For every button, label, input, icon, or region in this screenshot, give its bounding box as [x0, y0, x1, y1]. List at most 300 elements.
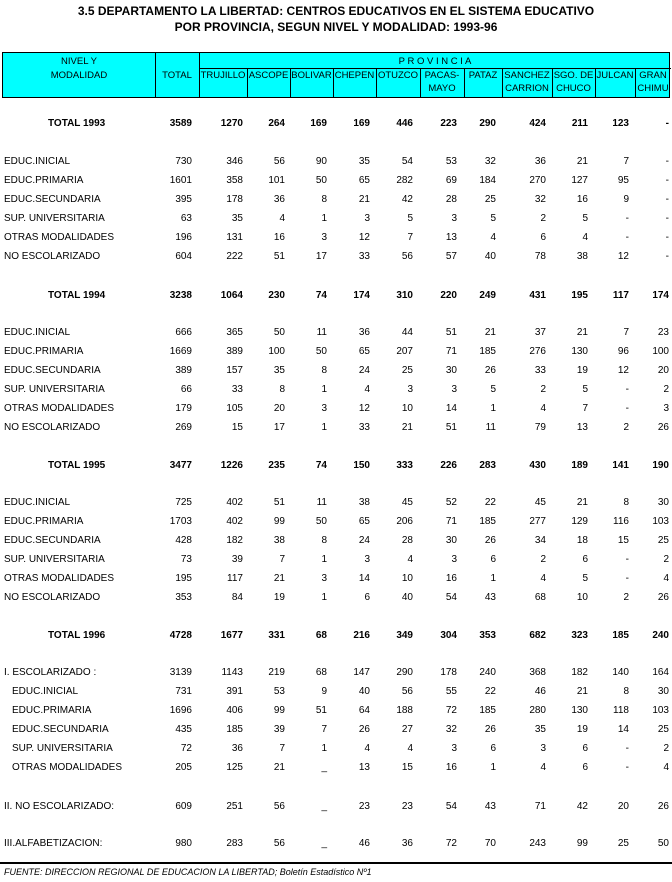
row-label: EDUC.PRIMARIA — [4, 346, 84, 357]
table-cell: 5 — [407, 213, 413, 224]
table-cell: 38 — [576, 251, 588, 262]
table-cell: 70 — [484, 838, 496, 849]
table-cell: 32 — [534, 194, 546, 205]
table-cell: 3 — [407, 384, 413, 395]
table-cell: 42 — [576, 801, 588, 812]
table-cell: 45 — [401, 497, 413, 508]
table-cell: 78 — [534, 251, 546, 262]
table-cell: 8 — [623, 497, 629, 508]
table-cell: 6 — [490, 743, 496, 754]
table-cell: 304 — [440, 630, 457, 641]
table-cell: 74 — [315, 460, 327, 471]
table-cell: 105 — [226, 403, 243, 414]
table-cell: 3 — [451, 554, 457, 565]
table-row — [0, 494, 672, 512]
table-cell: 164 — [652, 667, 669, 678]
table-cell: 23 — [401, 801, 413, 812]
table-cell: 50 — [315, 516, 327, 527]
table-cell: - — [665, 213, 669, 224]
table-cell: 16 — [445, 573, 457, 584]
table-cell: 51 — [315, 705, 327, 716]
table-cell: 43 — [484, 592, 496, 603]
table-row — [0, 721, 672, 739]
table-cell: 21 — [401, 422, 413, 433]
table-cell: 1 — [321, 592, 327, 603]
table-cell: 3 — [451, 743, 457, 754]
table-cell: 54 — [445, 801, 457, 812]
table-cell: 1 — [490, 762, 496, 773]
table-cell: 72 — [445, 838, 457, 849]
header-divider — [199, 68, 671, 69]
table-cell: 12 — [358, 232, 370, 243]
table-cell: 3 — [364, 554, 370, 565]
header-province-name: TRUJILLO — [200, 70, 246, 81]
table-cell: 349 — [396, 630, 413, 641]
table-cell: 391 — [226, 686, 243, 697]
table-cell: 56 — [401, 686, 413, 697]
table-cell: 3 — [663, 403, 669, 414]
table-cell: _ — [321, 762, 327, 773]
table-cell: 68 — [315, 667, 327, 678]
table-cell: 36 — [358, 327, 370, 338]
table-cell: 4 — [540, 573, 546, 584]
total-row — [0, 115, 672, 133]
table-cell: 243 — [529, 838, 546, 849]
header-province-name: ASCOPE — [248, 70, 289, 81]
table-cell: 141 — [612, 460, 629, 471]
table-cell: 3139 — [169, 667, 192, 678]
table-cell: 609 — [175, 801, 192, 812]
header-province-name-line2: CHIMU — [637, 83, 669, 94]
table-cell: 235 — [268, 460, 285, 471]
table-row — [0, 702, 672, 720]
table-cell: 54 — [445, 592, 457, 603]
table-cell: 195 — [175, 573, 192, 584]
table-cell: 99 — [576, 838, 588, 849]
table-cell: 129 — [571, 516, 588, 527]
table-cell: 185 — [479, 346, 496, 357]
table-row — [0, 798, 672, 816]
total-row — [0, 457, 672, 475]
table-cell: 185 — [479, 516, 496, 527]
header-column-divider — [635, 69, 636, 97]
table-cell: 7 — [279, 554, 285, 565]
table-cell: 3589 — [169, 118, 192, 129]
header-total: TOTAL — [162, 70, 192, 81]
table-cell: 5 — [490, 384, 496, 395]
table-cell: 4728 — [169, 630, 192, 641]
table-cell: 24 — [358, 535, 370, 546]
table-cell: 604 — [175, 251, 192, 262]
header-column-divider — [199, 53, 200, 97]
table-cell: 34 — [534, 535, 546, 546]
table-cell: 11 — [316, 497, 327, 508]
row-label: SUP. UNIVERSITARIA — [12, 743, 113, 754]
table-cell: 26 — [484, 724, 496, 735]
table-cell: 4 — [582, 232, 588, 243]
table-cell: 283 — [226, 838, 243, 849]
table-row — [0, 400, 672, 418]
table-cell: 353 — [175, 592, 192, 603]
table-cell: 56 — [273, 838, 285, 849]
table-cell: 8 — [321, 365, 327, 376]
table-cell: 205 — [175, 762, 192, 773]
table-cell: 6 — [582, 554, 588, 565]
table-cell: 389 — [175, 365, 192, 376]
table-cell: 40 — [401, 592, 413, 603]
table-cell: 1696 — [169, 705, 192, 716]
table-cell: 5 — [582, 384, 588, 395]
table-cell: 51 — [445, 422, 457, 433]
table-cell: 188 — [396, 705, 413, 716]
table-cell: 169 — [310, 118, 327, 129]
table-cell: 6 — [540, 232, 546, 243]
table-cell: 5 — [582, 573, 588, 584]
table-cell: 16 — [576, 194, 588, 205]
table-cell: 51 — [273, 251, 285, 262]
table-cell: 12 — [617, 251, 629, 262]
table-cell: 73 — [180, 554, 192, 565]
table-cell: 6 — [364, 592, 370, 603]
row-label: EDUC.SECUNDARIA — [4, 535, 101, 546]
table-cell: 435 — [175, 724, 192, 735]
table-cell: 12 — [617, 365, 629, 376]
header-province-name: CHEPEN — [334, 70, 375, 81]
table-cell: 179 — [175, 403, 192, 414]
table-cell: 730 — [175, 156, 192, 167]
table-row — [0, 210, 672, 228]
table-cell: 10 — [401, 403, 413, 414]
table-cell: 174 — [353, 290, 370, 301]
table-cell: 68 — [534, 592, 546, 603]
header-column-divider — [247, 69, 248, 97]
header-column-divider — [420, 69, 421, 97]
total-row — [0, 287, 672, 305]
table-cell: 2 — [623, 592, 629, 603]
header-province-name: PATAZ — [468, 70, 498, 81]
table-cell: - — [625, 554, 629, 565]
table-cell: 99 — [273, 516, 285, 527]
table-row — [0, 229, 672, 247]
table-cell: 270 — [529, 175, 546, 186]
table-cell: 18 — [576, 535, 588, 546]
table-cell: 11 — [316, 327, 327, 338]
table-cell: 230 — [268, 290, 285, 301]
table-cell: 65 — [358, 175, 370, 186]
table-cell: 182 — [226, 535, 243, 546]
row-label: EDUC.INICIAL — [4, 156, 71, 167]
header-column-divider — [502, 69, 503, 97]
header-column-divider — [290, 69, 291, 97]
table-cell: 16 — [273, 232, 285, 243]
table-cell: 206 — [396, 516, 413, 527]
table-cell: 190 — [652, 460, 669, 471]
table-cell: 23 — [657, 327, 669, 338]
row-label: EDUC.SECUNDARIA — [12, 724, 109, 735]
table-cell: 38 — [358, 497, 370, 508]
table-cell: 100 — [268, 346, 285, 357]
table-title-line2: POR PROVINCIA, SEGUN NIVEL Y MODALIDAD: 1993-96 — [174, 20, 498, 34]
table-cell: 33 — [534, 365, 546, 376]
table-cell: 13 — [445, 232, 457, 243]
table-row — [0, 324, 672, 342]
table-cell: 402 — [226, 516, 243, 527]
table-cell: 13 — [358, 762, 370, 773]
table-cell: 2 — [540, 554, 546, 565]
table-cell: 283 — [479, 460, 496, 471]
table-cell: 431 — [529, 290, 546, 301]
table-cell: 4 — [540, 762, 546, 773]
table-cell: 15 — [401, 762, 413, 773]
table-cell: 50 — [273, 327, 285, 338]
table-cell: 290 — [479, 118, 496, 129]
row-label: SUP. UNIVERSITARIA — [4, 554, 105, 565]
table-cell: 7 — [321, 724, 327, 735]
table-cell: 36 — [534, 156, 546, 167]
table-cell: _ — [321, 838, 327, 849]
table-cell: - — [665, 156, 669, 167]
table-cell: 424 — [529, 118, 546, 129]
table-cell: 220 — [440, 290, 457, 301]
table-cell: 7 — [279, 743, 285, 754]
table-cell: - — [665, 175, 669, 186]
table-cell: 21 — [576, 686, 588, 697]
row-label: EDUC.PRIMARIA — [12, 705, 92, 716]
table-cell: 117 — [612, 290, 629, 301]
table-cell: 222 — [226, 251, 243, 262]
table-cell: 980 — [175, 838, 192, 849]
row-label: EDUC.PRIMARIA — [4, 175, 84, 186]
table-cell: 23 — [358, 801, 370, 812]
table-cell: 346 — [226, 156, 243, 167]
row-label: OTRAS MODALIDADES — [4, 232, 115, 243]
header-province-name-line2: MAYO — [428, 83, 456, 94]
table-cell: 131 — [226, 232, 243, 243]
table-cell: 21 — [576, 156, 588, 167]
table-cell: - — [625, 743, 629, 754]
table-cell: 185 — [612, 630, 629, 641]
table-cell: 9 — [623, 194, 629, 205]
table-cell: 2 — [540, 213, 546, 224]
table-cell: 406 — [226, 705, 243, 716]
table-cell: 182 — [571, 667, 588, 678]
table-cell: 30 — [657, 686, 669, 697]
table-cell: 13 — [576, 422, 588, 433]
table-cell: 21 — [576, 327, 588, 338]
table-cell: 140 — [612, 667, 629, 678]
table-cell: 25 — [617, 838, 629, 849]
row-label: SUP. UNIVERSITARIA — [4, 384, 105, 395]
header-column-divider — [552, 69, 553, 97]
table-cell: 21 — [576, 497, 588, 508]
table-row — [0, 513, 672, 531]
table-cell: 6 — [582, 743, 588, 754]
table-cell: 240 — [479, 667, 496, 678]
table-bottom-rule — [0, 862, 672, 864]
table-cell: 51 — [445, 327, 457, 338]
table-cell: 103 — [652, 705, 669, 716]
header-province-name: SGO. DE — [553, 70, 594, 81]
table-cell: 185 — [226, 724, 243, 735]
table-cell: 1 — [321, 422, 327, 433]
table-cell: 101 — [268, 175, 285, 186]
header-province-name: SANCHEZ — [504, 70, 550, 81]
table-cell: 2 — [663, 743, 669, 754]
table-cell: 8 — [321, 535, 327, 546]
table-cell: 1669 — [169, 346, 192, 357]
table-row — [0, 570, 672, 588]
table-cell: 395 — [175, 194, 192, 205]
table-cell: 3 — [451, 384, 457, 395]
header-province-name: GRAN — [639, 70, 667, 81]
table-cell: 4 — [407, 743, 413, 754]
table-cell: 90 — [315, 156, 327, 167]
table-cell: 35 — [231, 213, 243, 224]
row-label: III.ALFABETIZACION: — [4, 838, 103, 849]
table-cell: 56 — [401, 251, 413, 262]
table-cell: 68 — [315, 630, 327, 641]
table-cell: 30 — [445, 535, 457, 546]
table-cell: 1 — [490, 573, 496, 584]
table-cell: 12 — [358, 403, 370, 414]
row-label: II. NO ESCOLARIZADO: — [4, 801, 115, 812]
table-cell: 71 — [445, 516, 457, 527]
table-cell: 22 — [484, 686, 496, 697]
table-cell: 10 — [401, 573, 413, 584]
table-row — [0, 153, 672, 171]
table-cell: 50 — [315, 346, 327, 357]
table-cell: 150 — [353, 460, 370, 471]
table-cell: 3238 — [169, 290, 192, 301]
table-cell: 26 — [657, 422, 669, 433]
header-column-divider — [155, 53, 156, 97]
row-label: NO ESCOLARIZADO — [4, 422, 101, 433]
table-cell: 8 — [321, 194, 327, 205]
header-province-name-line2: CARRION — [505, 83, 549, 94]
table-cell: 26 — [484, 365, 496, 376]
table-row — [0, 835, 672, 853]
table-cell: 17 — [273, 422, 285, 433]
table-cell: 35 — [358, 156, 370, 167]
table-cell: 1226 — [220, 460, 243, 471]
table-row — [0, 589, 672, 607]
row-label: EDUC.INICIAL — [12, 686, 79, 697]
table-cell: 8 — [279, 384, 285, 395]
table-cell: 4 — [663, 573, 669, 584]
table-cell: 310 — [396, 290, 413, 301]
table-cell: 189 — [571, 460, 588, 471]
header-province-name: BOLIVAR — [291, 70, 332, 81]
header-column-divider — [464, 69, 465, 97]
table-cell: 15 — [231, 422, 243, 433]
table-cell: 19 — [576, 365, 588, 376]
table-cell: 39 — [273, 724, 285, 735]
table-cell: 211 — [571, 118, 588, 129]
table-cell: 38 — [273, 535, 285, 546]
table-cell: 5 — [490, 213, 496, 224]
header-modalidad: MODALIDAD — [50, 70, 108, 81]
table-cell: 35 — [534, 724, 546, 735]
table-cell: 216 — [353, 630, 370, 641]
table-cell: 71 — [534, 801, 546, 812]
table-cell: 15 — [617, 535, 629, 546]
table-cell: 66 — [180, 384, 192, 395]
table-cell: 35 — [273, 365, 285, 376]
table-cell: - — [625, 213, 629, 224]
header-column-divider — [595, 69, 596, 97]
table-cell: 6 — [490, 554, 496, 565]
table-cell: 290 — [396, 667, 413, 678]
table-cell: 22 — [484, 497, 496, 508]
table-cell: 19 — [576, 724, 588, 735]
table-cell: 3 — [540, 743, 546, 754]
table-cell: 2 — [540, 384, 546, 395]
table-cell: 1 — [321, 554, 327, 565]
table-cell: 20 — [617, 801, 629, 812]
table-cell: 50 — [315, 175, 327, 186]
table-cell: 6 — [582, 762, 588, 773]
table-cell: 117 — [227, 573, 243, 584]
table-cell: 1 — [321, 213, 327, 224]
table-row — [0, 419, 672, 437]
table-row — [0, 191, 672, 209]
table-cell: 40 — [484, 251, 496, 262]
table-cell: 1 — [321, 743, 327, 754]
table-cell: 1270 — [220, 118, 243, 129]
table-cell: 4 — [663, 762, 669, 773]
table-cell: 178 — [226, 194, 243, 205]
table-cell: 25 — [657, 535, 669, 546]
table-cell: 54 — [401, 156, 413, 167]
table-cell: 731 — [175, 686, 192, 697]
table-cell: 207 — [396, 346, 413, 357]
table-cell: 26 — [657, 801, 669, 812]
table-cell: 666 — [175, 327, 192, 338]
table-cell: 79 — [534, 422, 546, 433]
table-cell: 5 — [582, 213, 588, 224]
table-cell: 169 — [353, 118, 370, 129]
table-cell: 7 — [623, 156, 629, 167]
table-cell: 2 — [663, 384, 669, 395]
table-row — [0, 664, 672, 682]
table-cell: 9 — [321, 686, 327, 697]
table-cell: 40 — [358, 686, 370, 697]
table-cell: 32 — [445, 724, 457, 735]
table-cell: 4 — [490, 232, 496, 243]
table-cell: - — [665, 232, 669, 243]
table-cell: 277 — [529, 516, 546, 527]
table-cell: 51 — [273, 497, 285, 508]
table-cell: _ — [321, 801, 327, 812]
table-cell: 53 — [445, 156, 457, 167]
table-cell: - — [665, 251, 669, 262]
table-cell: 4 — [279, 213, 285, 224]
table-cell: 36 — [401, 838, 413, 849]
table-cell: 25 — [401, 365, 413, 376]
header-province-name: OTUZCO — [377, 70, 419, 81]
table-cell: 46 — [534, 686, 546, 697]
table-cell: - — [625, 573, 629, 584]
table-cell: 46 — [358, 838, 370, 849]
table-row — [0, 362, 672, 380]
table-cell: 63 — [180, 213, 192, 224]
table-cell: 21 — [358, 194, 370, 205]
table-cell: 50 — [657, 838, 669, 849]
table-cell: 20 — [657, 365, 669, 376]
table-cell: 27 — [401, 724, 413, 735]
table-row — [0, 248, 672, 266]
table-cell: 725 — [175, 497, 192, 508]
